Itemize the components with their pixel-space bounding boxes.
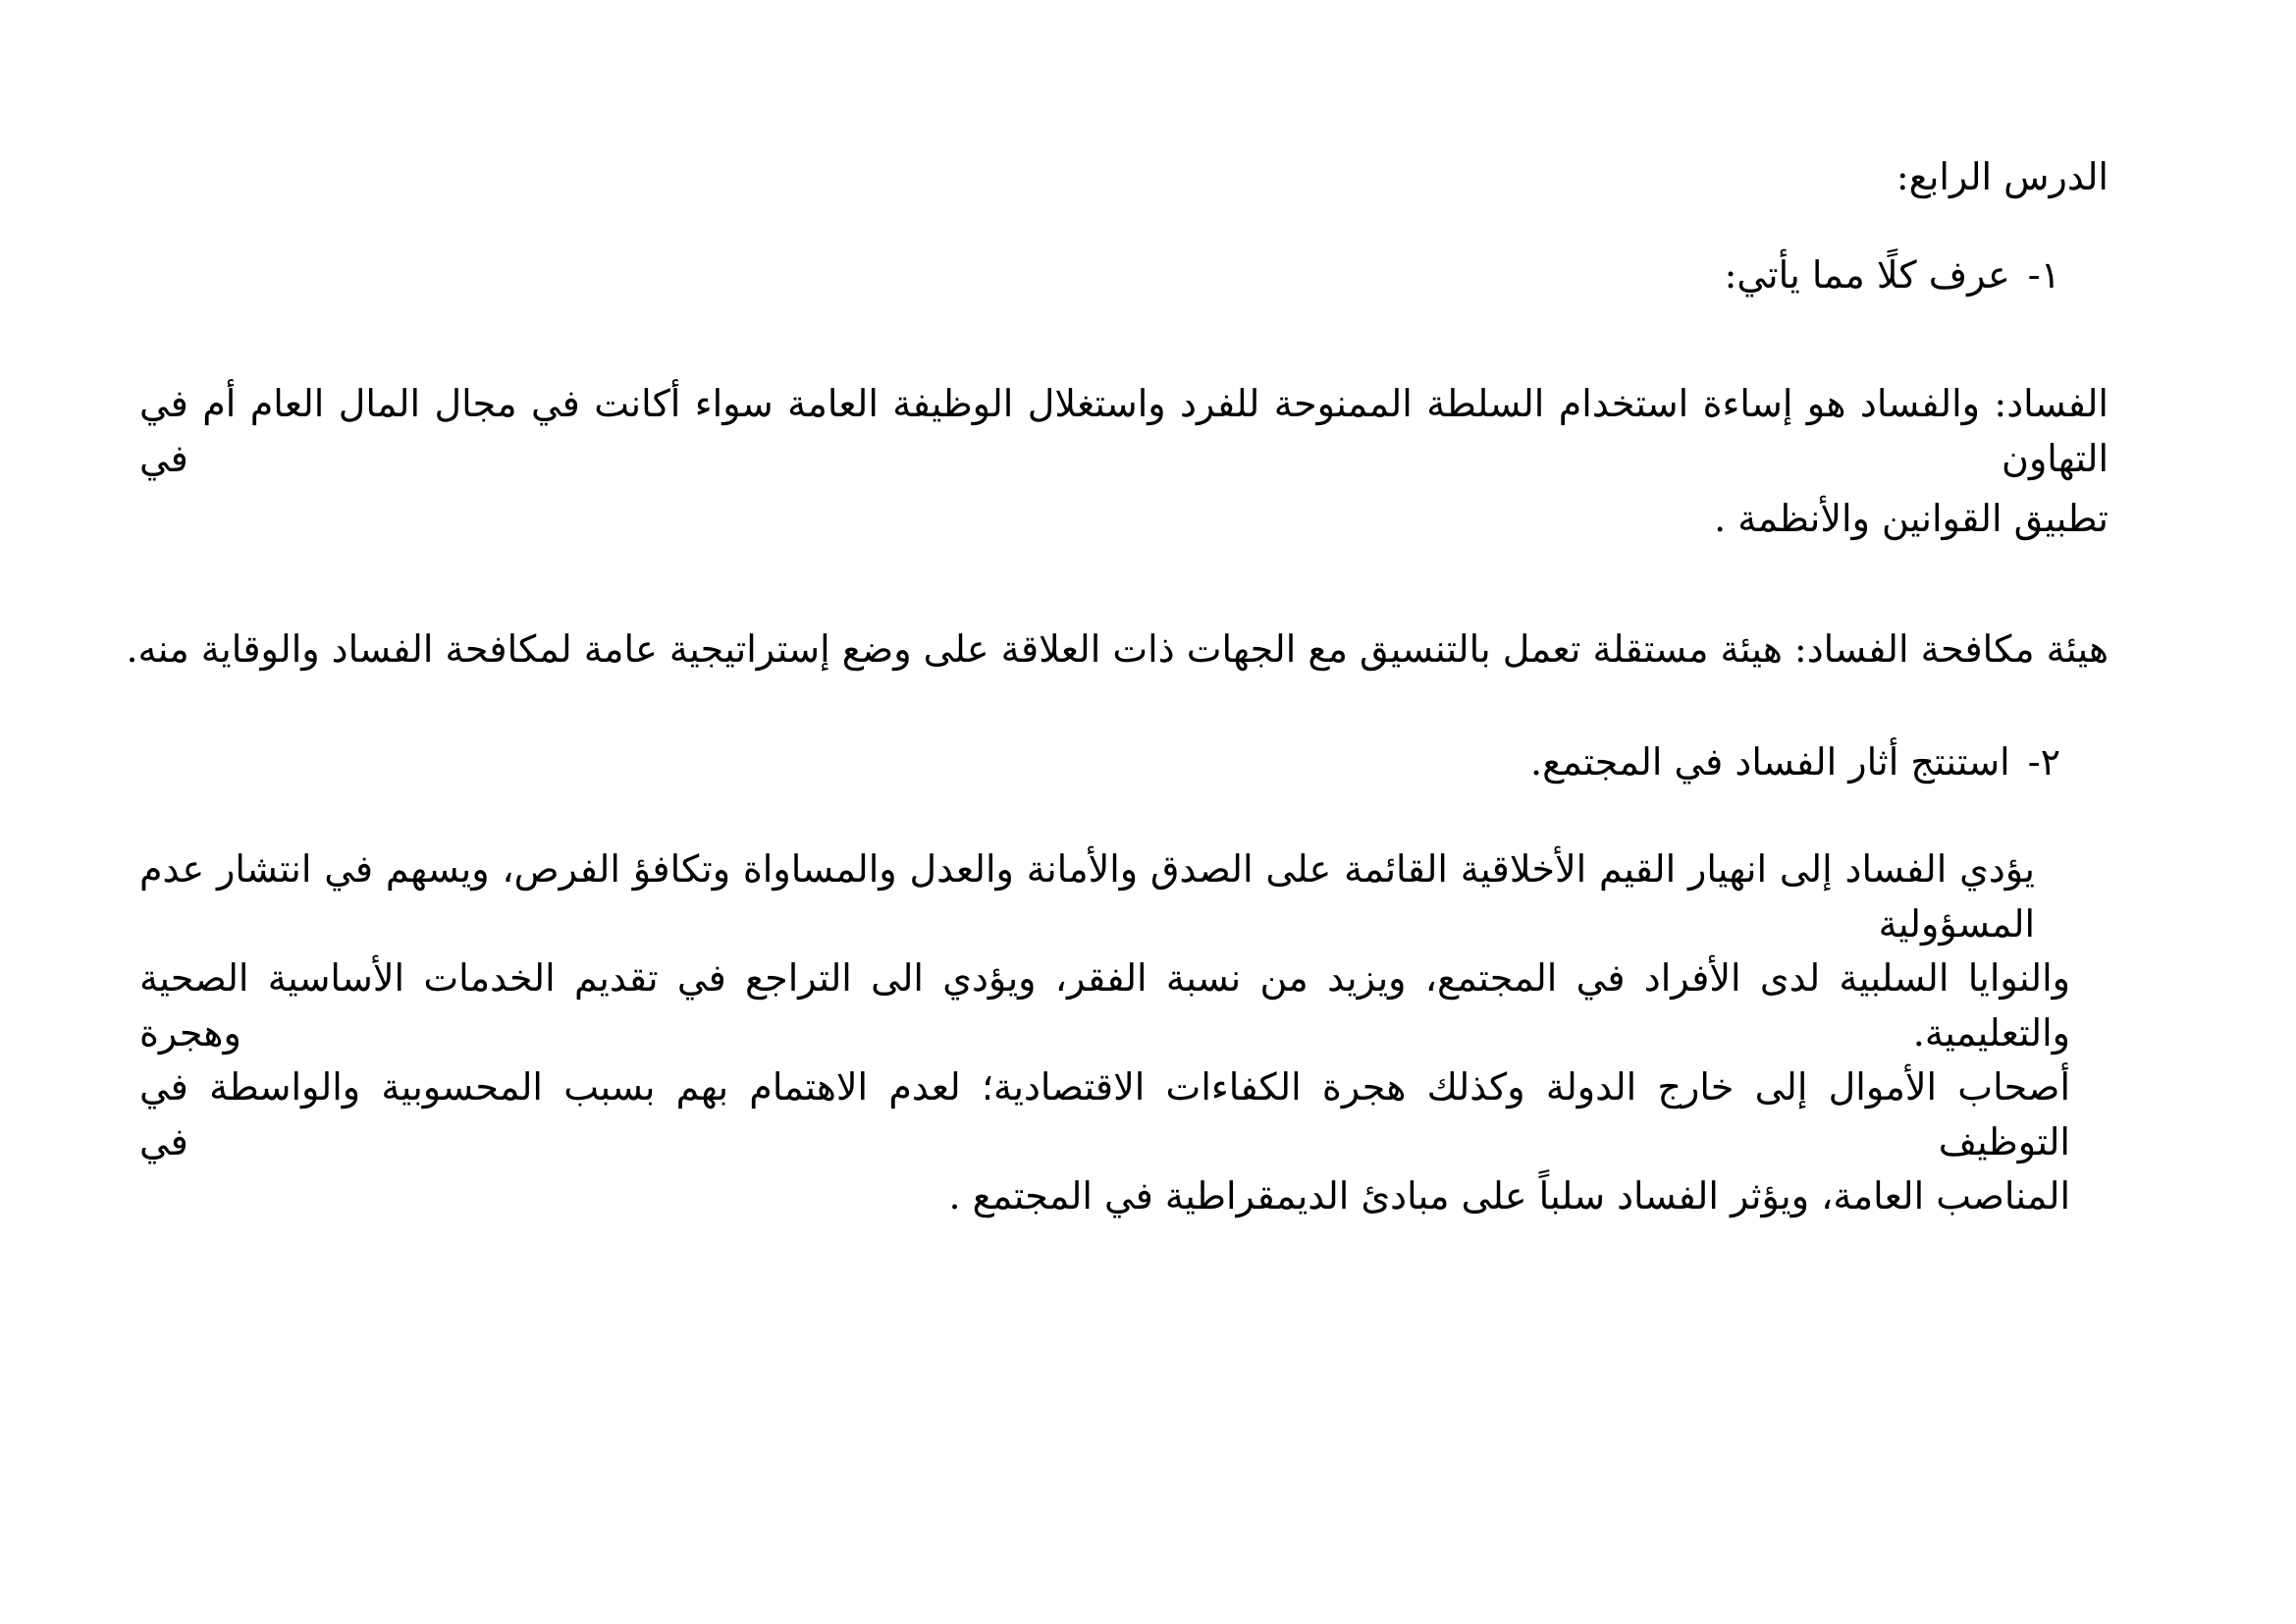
question-2 xyxy=(1530,734,2060,789)
effects-line-1: يؤدي الفساد إلى انهيار القيم الأخلاقية القائمة على الصدق والأمانة والعدل والمساواة وتكافؤ الفرص، ويسهم في انتشار عدم المسؤولية xyxy=(139,847,2035,946)
definition-anti-corruption-authority: هيئة مكافحة الفساد: هيئة مستقلة تعمل بالتنسيق مع الجهات ذات العلاقة على وضع إستراتيجية عامة لمكافحة الفساد والوقاية منه. xyxy=(126,627,2109,671)
definition-corruption-line-1: الفساد: والفساد هو إساءة استخدام السلطة الممنوحة للفرد واستغلال الوظيفة العامة سواء أكانت في مجال المال العام أم في التهاون في xyxy=(139,382,2109,480)
question-1-number: ١- xyxy=(2027,253,2060,297)
effects-line-4: المناصب العامة، ويؤثر الفساد سلباً على مبادئ الديمقراطية في المجتمع . xyxy=(948,1174,2070,1218)
question-1 xyxy=(1725,247,2060,302)
question-2-text: استنتج أثار الفساد في المجتمع. xyxy=(1530,740,2010,784)
effects-line-2: والنوايا السلبية لدى الأفراد في المجتمع، ويزيد من نسبة الفقر، ويؤدي الى التراجع في تقديم الخدمات الأساسية الصحية والتعليمية. وهجرة xyxy=(139,956,2070,1055)
definition-corruption-line-2: تطبيق القوانين والأنظمة . xyxy=(1714,497,2109,540)
question-1-text: عرف كلًا مما يأتي: xyxy=(1724,253,2010,297)
lesson-title: الدرس الرابع: xyxy=(1896,155,2109,198)
question-2-number: ٢- xyxy=(2027,740,2060,784)
effects-line-3: أصحاب الأموال إلى خارج الدولة وكذلك هجرة الكفاءات الاقتصادية؛ لعدم الاهتمام بهم بسبب المحسوبية والواسطة في التوظيف في xyxy=(139,1065,2070,1164)
